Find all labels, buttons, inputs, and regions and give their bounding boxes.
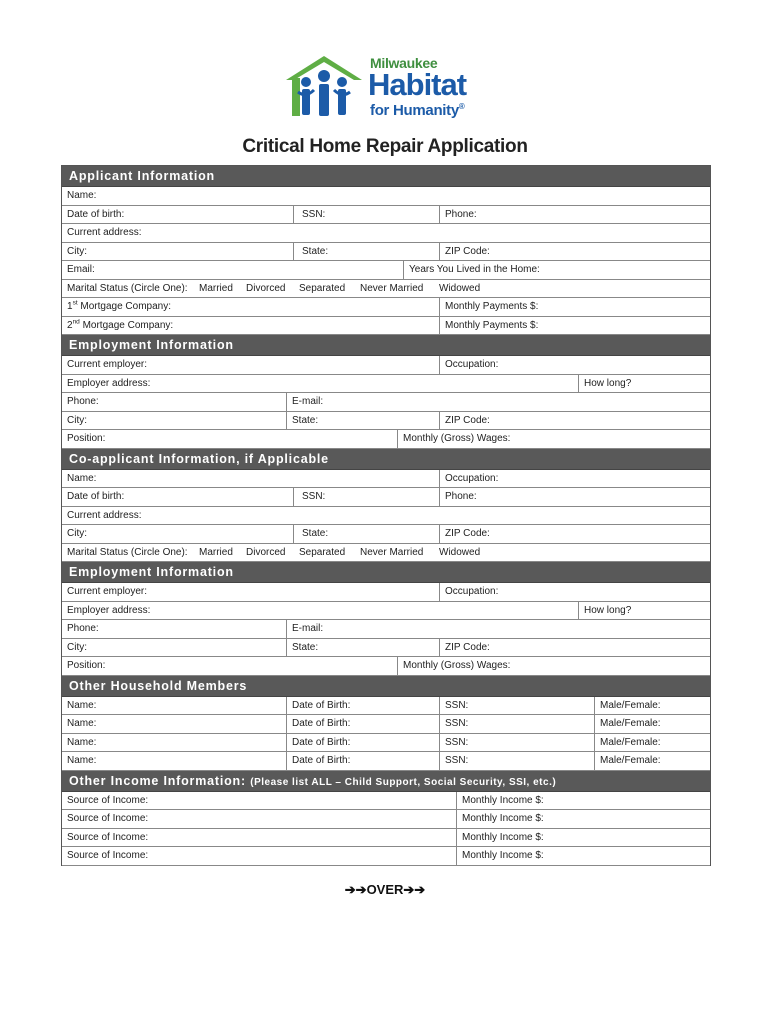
- coapplicant-dob-row: [62, 488, 710, 507]
- section-coapplicant-header: Co-applicant Information, if Applicable: [62, 449, 710, 470]
- co-marital-status-label: Marital Status (Circle One):: [67, 546, 188, 558]
- household-ssn-field[interactable]: SSN:: [439, 715, 594, 733]
- household-sex-field[interactable]: Male/Female:: [594, 697, 710, 715]
- coapplicant-address-row: [62, 507, 710, 526]
- income-row: [62, 792, 710, 811]
- coapplicant-marital-row: [62, 544, 710, 563]
- household-name-field[interactable]: Name:: [67, 699, 97, 711]
- co-marital-option-separated[interactable]: Separated: [299, 546, 346, 558]
- co-marital-option-divorced[interactable]: Divorced: [246, 546, 286, 558]
- employment2-zip-field[interactable]: ZIP Code:: [439, 639, 710, 657]
- applicant-email-field[interactable]: Email:: [67, 264, 95, 275]
- marital-option-divorced[interactable]: Divorced: [246, 282, 286, 294]
- employment-phone-field[interactable]: Phone:: [67, 396, 99, 407]
- household-name-field[interactable]: Name:: [67, 718, 97, 729]
- applicant-ssn-field[interactable]: SSN:: [293, 206, 439, 224]
- employment2-wages-field[interactable]: Monthly (Gross) Wages:: [397, 657, 710, 675]
- coapplicant-zip-field[interactable]: ZIP Code:: [439, 525, 710, 543]
- coapplicant-address-field[interactable]: Current address:: [67, 509, 142, 521]
- applicant-state-field[interactable]: State:: [293, 243, 439, 261]
- employment2-employer-field[interactable]: Current employer:: [67, 586, 148, 597]
- household-sex-field[interactable]: Male/Female:: [594, 715, 710, 733]
- coapplicant-state-field[interactable]: State:: [293, 525, 439, 543]
- applicant-city-field[interactable]: City:: [67, 245, 87, 257]
- employment-city-row: [62, 412, 710, 431]
- applicant-name-row: [62, 187, 710, 206]
- income-row: [62, 847, 710, 866]
- employment2-city-field[interactable]: City:: [67, 641, 87, 653]
- marital-option-never-married[interactable]: Never Married: [360, 282, 424, 294]
- over-indicator: ➔➔OVER➔➔: [344, 882, 426, 897]
- applicant-marital-row: [62, 280, 710, 299]
- applicant-address-field[interactable]: Current address:: [67, 227, 142, 238]
- applicant-dob-field[interactable]: Date of birth:: [67, 208, 125, 220]
- coapplicant-dob-field[interactable]: Date of birth:: [67, 491, 125, 502]
- mortgage2-payment-field[interactable]: Monthly Payments $:: [439, 317, 710, 335]
- marital-option-married[interactable]: Married: [199, 282, 233, 294]
- income-monthly-field[interactable]: Monthly Income $:: [456, 847, 710, 865]
- applicant-email-row: [62, 261, 710, 280]
- employment2-email-field[interactable]: E-mail:: [286, 620, 710, 638]
- household-sex-field[interactable]: Male/Female:: [594, 752, 710, 770]
- income-source-field[interactable]: Source of Income:: [67, 813, 149, 824]
- section-employment2-header: Employment Information: [62, 562, 710, 583]
- income-source-field[interactable]: Source of Income:: [67, 831, 149, 843]
- income-source-field[interactable]: Source of Income:: [67, 850, 149, 861]
- income-source-field[interactable]: Source of Income:: [67, 794, 149, 806]
- employment-occupation-field[interactable]: Occupation:: [439, 356, 710, 374]
- applicant-mortgage2-row: [62, 317, 710, 336]
- application-form: [61, 165, 711, 866]
- household-member-row: [62, 752, 710, 771]
- applicant-mortgage1-row: [62, 298, 710, 317]
- employment-phone-row: [62, 393, 710, 412]
- household-dob-field[interactable]: Date of Birth:: [286, 715, 439, 733]
- applicant-address-row: [62, 224, 710, 243]
- mortgage2-company-field[interactable]: 2nd Mortgage Company:: [67, 318, 174, 331]
- employment-address-row: [62, 375, 710, 394]
- household-sex-field[interactable]: Male/Female:: [594, 734, 710, 752]
- logo-for-humanity-text: for Humanity®: [370, 102, 465, 119]
- co-marital-option-married[interactable]: Married: [199, 546, 233, 558]
- marital-option-widowed[interactable]: Widowed: [439, 282, 481, 294]
- household-dob-field[interactable]: Date of Birth:: [286, 734, 439, 752]
- employment-how-long-field[interactable]: How long?: [578, 375, 710, 393]
- applicant-dob-row: [62, 206, 710, 225]
- employment2-state-field[interactable]: State:: [286, 639, 439, 657]
- applicant-city-row: [62, 243, 710, 262]
- mortgage1-payment-field[interactable]: Monthly Payments $:: [439, 298, 710, 316]
- employment-state-field[interactable]: State:: [286, 412, 439, 430]
- applicant-zip-field[interactable]: ZIP Code:: [439, 243, 710, 261]
- income-monthly-field[interactable]: Monthly Income $:: [456, 792, 710, 810]
- employment2-employer-row: [62, 583, 710, 602]
- coapplicant-city-row: [62, 525, 710, 544]
- household-dob-field[interactable]: Date of Birth:: [286, 697, 439, 715]
- section-income-header: Other Income Information: (Please list ALL – Child Support, Social Security, SSI, etc.): [62, 771, 710, 792]
- employment-position-field[interactable]: Position:: [67, 433, 106, 444]
- employment-zip-field[interactable]: ZIP Code:: [439, 412, 710, 430]
- co-marital-option-never-married[interactable]: Never Married: [360, 546, 424, 558]
- household-ssn-field[interactable]: SSN:: [439, 752, 594, 770]
- habitat-logo: [284, 52, 484, 124]
- employment-employer-row: [62, 356, 710, 375]
- employment-wages-field[interactable]: Monthly (Gross) Wages:: [397, 430, 710, 448]
- applicant-phone-field[interactable]: Phone:: [439, 206, 710, 224]
- coapplicant-phone-field[interactable]: Phone:: [439, 488, 710, 506]
- logo-milwaukee-text: Milwaukee: [370, 55, 438, 71]
- marital-status-label: Marital Status (Circle One):: [67, 282, 188, 294]
- habitat-house-people-icon: [284, 52, 366, 120]
- household-member-row: [62, 734, 710, 753]
- marital-option-separated[interactable]: Separated: [299, 282, 346, 294]
- employment2-phone-row: [62, 620, 710, 639]
- employment-city-field[interactable]: City:: [67, 414, 87, 426]
- employment2-how-long-field[interactable]: How long?: [578, 602, 710, 620]
- income-monthly-field[interactable]: Monthly Income $:: [456, 829, 710, 847]
- household-member-row: [62, 715, 710, 734]
- employment-email-field[interactable]: E-mail:: [286, 393, 710, 411]
- household-member-row: [62, 697, 710, 716]
- household-name-field[interactable]: Name:: [67, 755, 97, 766]
- employment2-position-row: [62, 657, 710, 676]
- logo-habitat-text: Habitat: [368, 67, 467, 102]
- employment2-city-row: [62, 639, 710, 658]
- coapplicant-occupation-field[interactable]: Occupation:: [439, 470, 710, 488]
- co-marital-option-widowed[interactable]: Widowed: [439, 546, 481, 558]
- income-monthly-field[interactable]: Monthly Income $:: [456, 810, 710, 828]
- income-row: [62, 829, 710, 848]
- coapplicant-city-field[interactable]: City:: [67, 528, 87, 539]
- section-applicant-header: Applicant Information: [62, 166, 710, 187]
- household-ssn-field[interactable]: SSN:: [439, 697, 594, 715]
- employment2-position-field[interactable]: Position:: [67, 660, 106, 671]
- coapplicant-name-field[interactable]: Name:: [67, 472, 97, 484]
- employment2-address-row: [62, 602, 710, 621]
- employment-address-field[interactable]: Employer address:: [67, 377, 151, 389]
- applicant-years-field[interactable]: Years You Lived in the Home:: [403, 261, 710, 279]
- household-ssn-field[interactable]: SSN:: [439, 734, 594, 752]
- page-title: Critical Home Repair Application: [242, 136, 528, 157]
- employment-employer-field[interactable]: Current employer:: [67, 359, 148, 370]
- coapplicant-name-row: [62, 470, 710, 489]
- section-household-header: Other Household Members: [62, 676, 710, 697]
- section-employment-header: Employment Information: [62, 335, 710, 356]
- mortgage1-company-field[interactable]: 1st Mortgage Company:: [67, 299, 172, 312]
- employment-position-row: [62, 430, 710, 449]
- income-note: (Please list ALL – Child Support, Social Security, SSI, etc.): [250, 776, 557, 788]
- employment2-phone-field[interactable]: Phone:: [67, 623, 99, 634]
- coapplicant-ssn-field[interactable]: SSN:: [293, 488, 439, 506]
- employment2-occupation-field[interactable]: Occupation:: [439, 583, 710, 601]
- household-dob-field[interactable]: Date of Birth:: [286, 752, 439, 770]
- applicant-name-field[interactable]: Name:: [67, 190, 97, 201]
- household-name-field[interactable]: Name:: [67, 736, 97, 748]
- employment2-address-field[interactable]: Employer address:: [67, 604, 151, 616]
- income-row: [62, 810, 710, 829]
